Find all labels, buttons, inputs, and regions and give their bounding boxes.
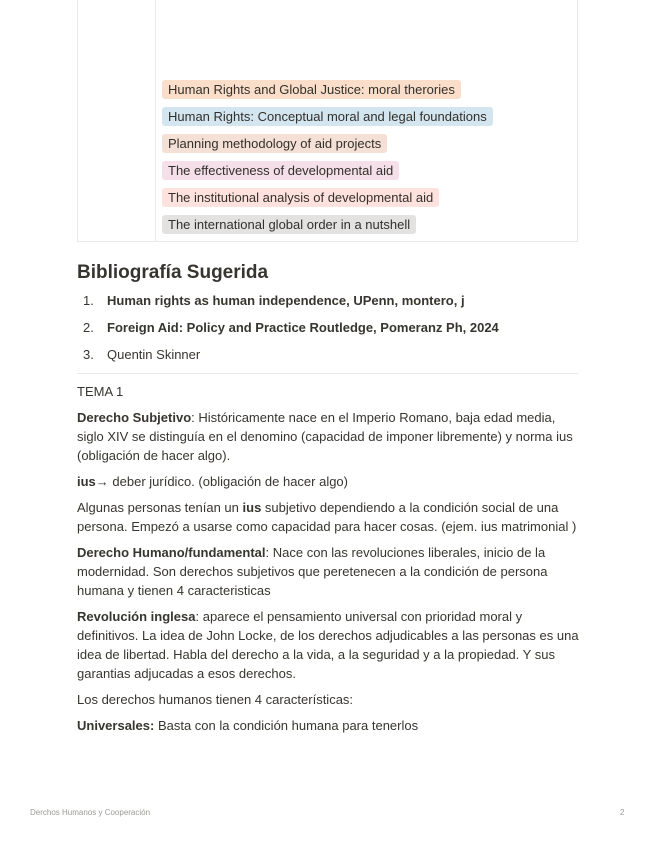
tag-pill: The international global order in a nutshell — [162, 215, 416, 234]
paragraph-ius: ius→ deber jurídico. (obligación de hacer algo) — [77, 474, 348, 489]
paragraph-derecho-subjetivo: Derecho Subjetivo: Históricamente nace en el Imperio Romano, baja edad media, siglo XIV se distinguía en el denomino (capacidad de imponer libremente) y norma ius (obligación de hacer algo). — [77, 410, 573, 463]
bibliography-list — [77, 292, 578, 373]
list-item: 2. Foreign Aid: Policy and Practice Routledge, Pomeranz Ph, 2024 — [83, 320, 499, 335]
tag-pill: Planning methodology of aid projects — [162, 134, 387, 153]
divider — [77, 373, 578, 374]
paragraph-caracteristicas: Los derechos humanos tienen 4 características: — [77, 692, 354, 707]
table-divider — [155, 0, 156, 241]
tema-title: TEMA 1 — [77, 384, 124, 399]
list-item: 1. Human rights as human independence, UPenn, montero, j — [83, 293, 465, 308]
tag-pill: The institutional analysis of developmental aid — [162, 188, 439, 207]
paragraph-universales: Universales: Basta con la condición humana para tenerlos — [77, 718, 419, 733]
paragraph-algunas-personas: Algunas personas tenían un ius subjetivo dependiendo a la condición social de una persona. Empezó a usarse como capacidad para hacer cosas. (ejem. ius matrimonial ) — [77, 500, 577, 534]
list-item: 3. Quentin Skinner — [83, 347, 201, 362]
notes-body — [77, 382, 582, 742]
footer-title: Derchos Humanos y Cooperación — [30, 808, 151, 817]
tag-pill: Human Rights: Conceptual moral and legal foundations — [162, 107, 493, 126]
bibliography-heading: Bibliografía Sugerida — [77, 262, 269, 283]
tag-pill: The effectiveness of developmental aid — [162, 161, 399, 180]
paragraph-revolucion-inglesa: Revolución inglesa: aparece el pensamiento universal con prioridad moral y definitivos. La idea de John Locke, de los derechos adjudicables a las personas es una idea de libertad. Habla del derecho a la vida, a la seguridad y a la propiedad. Y sus garantias adjucadas a esos derechos. — [77, 609, 579, 681]
paragraph-derecho-humano: Derecho Humano/fundamental: Nace con las revoluciones liberales, inicio de la modernidad. Son derechos subjetivos que peretenecen a la condición de persona humana y tienen 4 caracteristicas — [77, 545, 548, 598]
tag-pill: Human Rights and Global Justice: moral therories — [162, 80, 461, 99]
tag-list — [162, 80, 493, 242]
page-number: 2 — [620, 808, 625, 817]
